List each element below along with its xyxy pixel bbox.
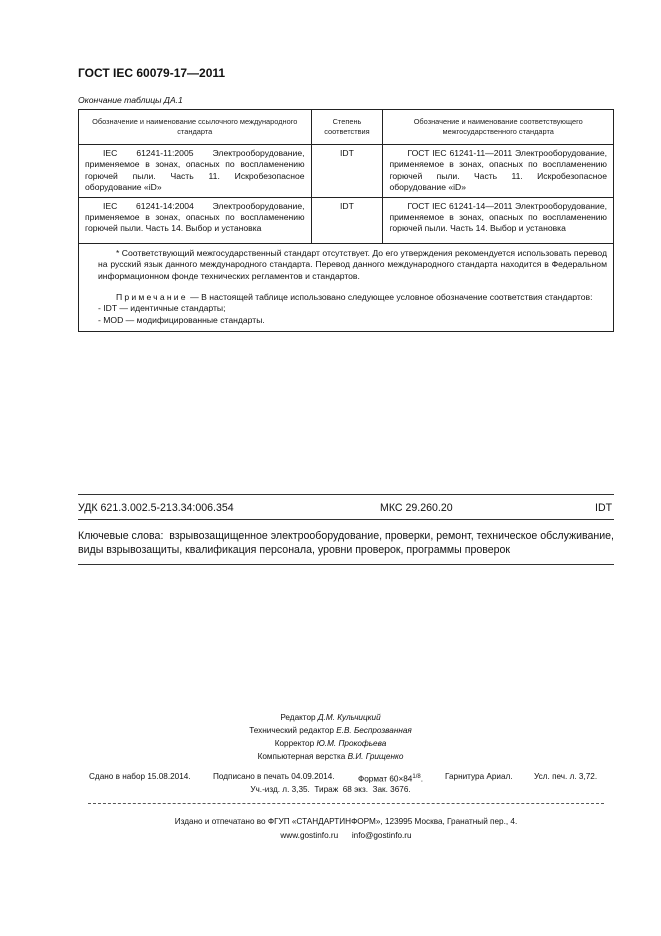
credit-role: Технический редактор (249, 726, 334, 735)
table-cell-international: IEC 61241-11:2005 Электрооборудование, применяемое в зонах, опасных по воспламенению горючей пыли. Часть 11. Искробезопасное оборудование «iD» (79, 145, 312, 198)
note-item: - MOD — модифицированные стандарты. (98, 314, 265, 325)
note-text: — В настоящей таблице использовано следующее условное обозначение соответствия стандартов: (190, 292, 593, 303)
credit-name: Е.В. Беспрозванная (336, 726, 412, 735)
website-link[interactable]: www.gostinfo.ru (280, 831, 339, 840)
divider-line (78, 494, 614, 495)
udc-code: УДК 621.3.002.5-213.34:006.354 (78, 502, 234, 514)
column-header: Степень соответствия (311, 110, 383, 145)
credit-layout (0, 752, 661, 761)
table-cell-international: IEC 61241-14:2004 Электрооборудование, применяемое в зонах, опасных по воспламенению горючей пыли. Часть 14. Выбор и установка (79, 197, 312, 243)
credit-role: Компьютерная верстка (257, 752, 346, 761)
document-title: ГОСТ IEC 60079-17—2011 (78, 66, 226, 80)
correspondence-table (78, 109, 614, 332)
imprint-set-date: Сдано в набор 15.08.2014. (89, 772, 191, 781)
table-cell-interstate: ГОСТ IEC 61241-14—2011 Электрооборудование, применяемое в зонах, опасных по воспламенению горючей пыли. Часть 14. Выбор и установка (383, 197, 614, 243)
publisher-contacts (0, 829, 661, 843)
keywords-paragraph (78, 529, 614, 557)
imprint-format: Формат $60\times 84^{1/8}$. (358, 774, 423, 784)
table-caption: Окончание таблицы ДА.1 (78, 95, 183, 105)
table-cell-interstate: ГОСТ IEC 61241-11—2011 Электрооборудование, применяемое в зонах, опасных по воспламенению горючей пыли. Часть 11. Искробезопасное оборудование «iD» (383, 145, 614, 198)
note-paragraph (98, 292, 607, 303)
table-row (79, 145, 614, 198)
divider-line (78, 519, 614, 520)
note-item: - IDT — идентичные стандарты; (98, 303, 226, 314)
imprint-print-sheets: Усл. печ. л. 3,72. (534, 772, 598, 781)
mks-code: МКС 29.260.20 (380, 502, 453, 514)
column-header: Обозначение и наименование соответствующего межгосударственного стандарта (383, 110, 614, 145)
degree-code: IDT (595, 502, 613, 514)
imprint-circulation: Уч.-изд. л. 3,35. Тираж 68 экз. Зак. 3676. (250, 785, 411, 794)
column-header: Обозначение и наименование ссылочного международного стандарта (79, 110, 312, 145)
credit-role: Корректор (274, 739, 315, 748)
dashed-divider (88, 803, 604, 804)
imprint-print-date: Подписано в печать 04.09.2014. (213, 772, 335, 781)
table-footnote-cell (79, 243, 614, 331)
imprint-typeface: Гарнитура Ариал. (445, 772, 513, 781)
email-link[interactable]: info@gostinfo.ru (351, 831, 412, 840)
table-row (79, 197, 614, 243)
credit-name: В.И. Грищенко (347, 752, 404, 761)
table-cell-degree: IDT (311, 197, 383, 243)
credit-proofreader (0, 739, 661, 748)
credit-name: Д.М. Кульчицкий (317, 713, 381, 722)
credit-tech-editor (0, 726, 661, 735)
credit-name: Ю.М. Прокофьева (316, 739, 387, 748)
credit-editor (0, 713, 661, 722)
divider-line (78, 564, 614, 565)
footnote-text: * Соответствующий межгосударственный стандарт отсутствует. До его утверждения рекомендуется использовать перевод на русский язык данного международного стандарта. Перевод данного международного стандарта находится в Федеральном информационном фонде технических регламентов и стандартов. (98, 247, 607, 281)
table-cell-degree: IDT (311, 145, 383, 198)
keywords-label: Ключевые слова: (78, 530, 164, 542)
keywords-text: взрывозащищенное электрооборудование, проверки, ремонт, техническое обслуживание, виды взрывозащиты, квалификация персонала, уровни проверок, программы проверок (78, 530, 615, 556)
publisher-line: Издано и отпечатано во ФГУП «СТАНДАРТИНФОРМ», 123995 Москва, Гранатный пер., 4. (174, 817, 518, 826)
table-footnote-row (79, 243, 614, 331)
credit-role: Редактор (280, 713, 316, 722)
note-label: Примечание (116, 292, 188, 303)
table-header-row (79, 110, 614, 145)
